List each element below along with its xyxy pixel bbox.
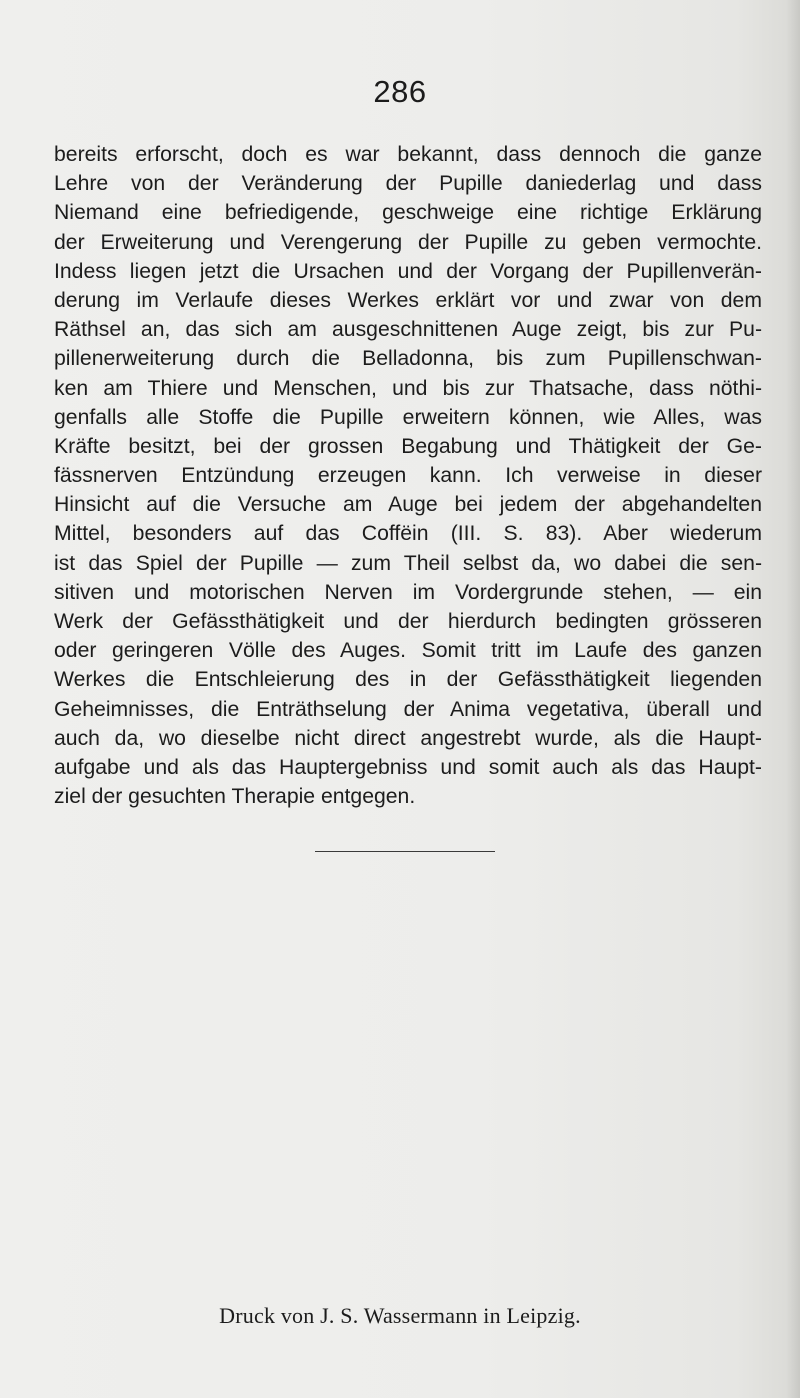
text-line: sitiven und motorischen Nerven im Vordergrunde stehen, — ein xyxy=(54,580,762,604)
section-divider-rule xyxy=(315,851,495,852)
page-number: 286 xyxy=(373,74,427,109)
text-line: Werk der Gefässthätigkeit und der hierdurch bedingten grösseren xyxy=(54,610,762,633)
text-line: bereits erforscht, doch es war bekannt, dass dennoch die ganze xyxy=(54,143,762,166)
text-line: genfalls alle Stoffe die Pupille erweitern können, wie Alles, was xyxy=(54,405,762,429)
text-line: Geheimnisses, die Enträthselung der Anima vegetativa, überall und xyxy=(54,697,762,721)
text-line: oder geringeren Völle des Auges. Somit tritt im Laufe des ganzen xyxy=(54,639,762,663)
text-line: auch da, wo dieselbe nicht direct angestrebt wurde, als die Haupt- xyxy=(54,726,762,750)
text-line-last: ziel der gesuchten Therapie entgegen. xyxy=(54,785,416,809)
text-line: fässnerven Entzündung erzeugen kann. Ich verweise in dieser xyxy=(54,464,762,488)
text-line: der Erweiterung und Verengerung der Pupille zu geben vermochte. xyxy=(54,230,762,254)
text-line: ist das Spiel der Pupille — zum Theil selbst da, wo dabei die sen- xyxy=(54,551,762,575)
text-line: Niemand eine befriedigende, geschweige eine richtige Erklärung xyxy=(54,201,762,225)
text-line: ken am Thiere und Menschen, und bis zur Thatsache, dass nöthi- xyxy=(54,376,762,400)
text-line: Indess liegen jetzt die Ursachen und der Vorgang der Pupillenverän- xyxy=(54,259,762,283)
text-line: Werkes die Entschleierung des in der Gefässthätigkeit liegenden xyxy=(54,668,762,692)
text-line: Räthsel an, das sich am ausgeschnittenen Auge zeigt, bis zur Pu- xyxy=(54,318,762,342)
text-line: derung im Verlaufe dieses Werkes erklärt vor und zwar von dem xyxy=(54,288,762,312)
text-line: aufgabe und als das Hauptergebniss und somit auch als das Haupt- xyxy=(54,755,762,779)
page-edge-shadow xyxy=(786,0,800,1398)
text-line: pillenerweiterung durch die Belladonna, bis zum Pupillenschwan- xyxy=(54,347,762,371)
text-line: Lehre von der Veränderung der Pupille daniederlag und dass xyxy=(54,172,762,196)
body-paragraph xyxy=(54,140,762,811)
text-line: Kräfte besitzt, bei der grossen Begabung und Thätigkeit der Ge- xyxy=(54,434,762,458)
printer-imprint: Druck von J. S. Wassermann in Leipzig. xyxy=(219,1303,581,1328)
text-line: Mittel, besonders auf das Coffëin (III. S. 83). Aber wiederum xyxy=(54,522,762,546)
text-line: Hinsicht auf die Versuche am Auge bei jedem der abgehandelten xyxy=(54,493,762,517)
